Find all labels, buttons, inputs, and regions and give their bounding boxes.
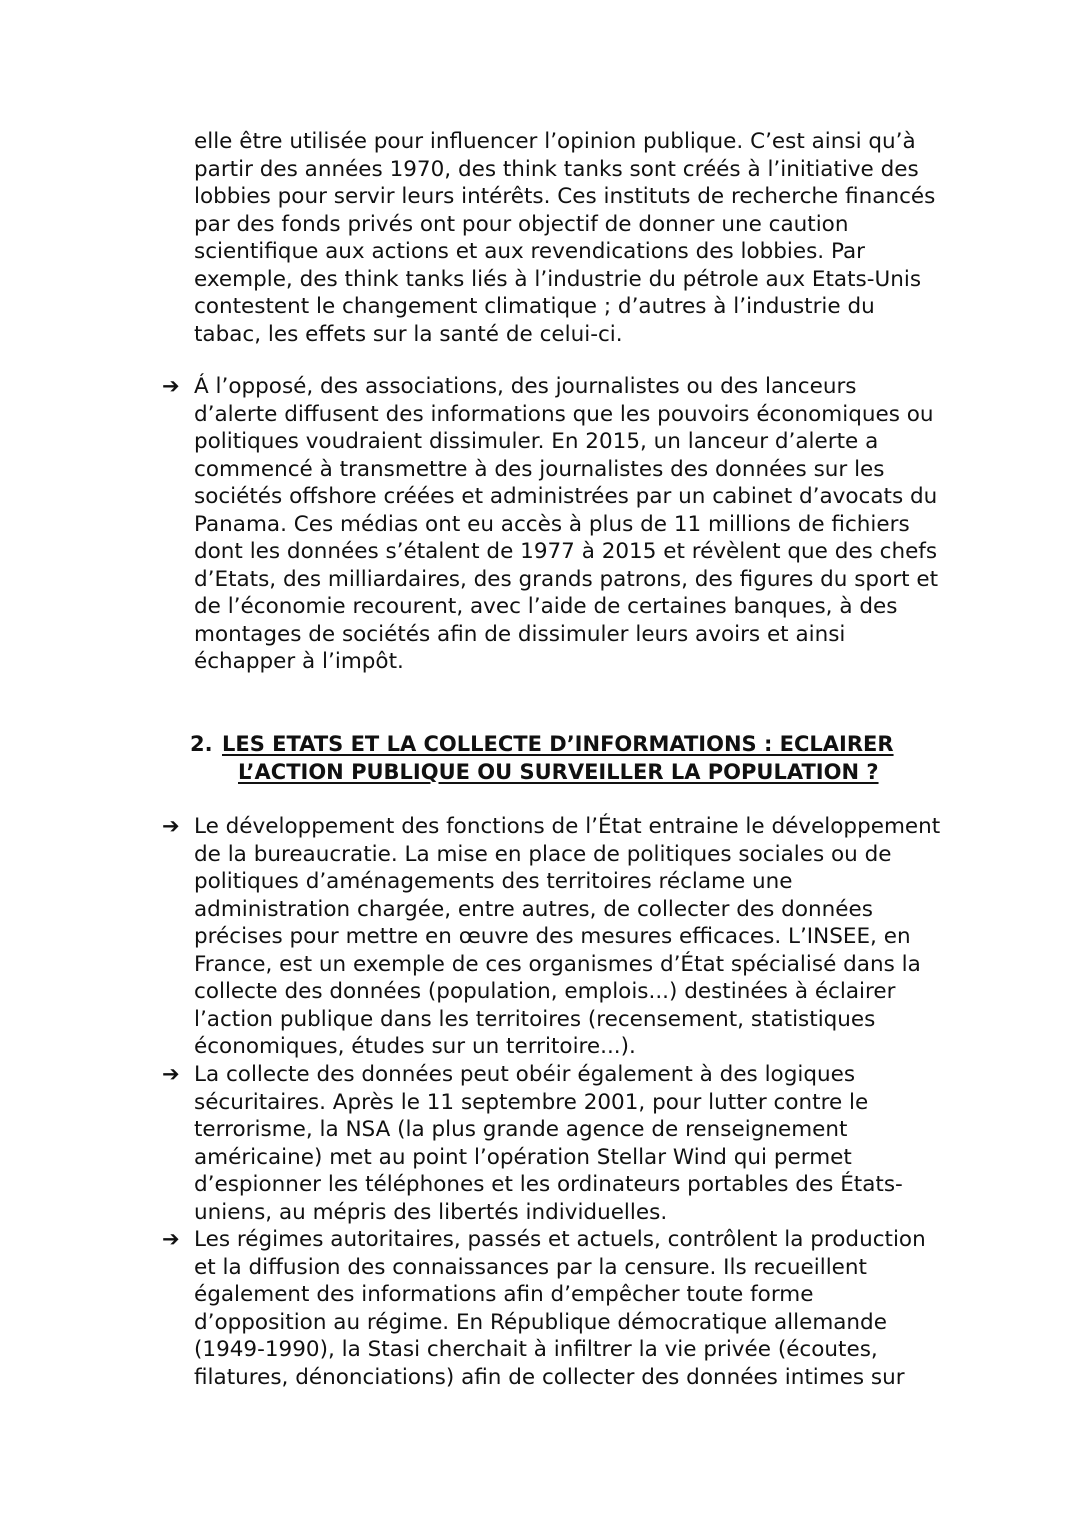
- text-line: Á l’opposé, des associations, des journalistes ou des lanceurs: [194, 374, 857, 399]
- section-title-line-2: L’ACTION PUBLIQUE OU SURVEILLER LA POPULATION ?: [238, 759, 879, 784]
- text-line: terrorisme, la NSA (la plus grande agence de renseignement: [194, 1117, 848, 1142]
- text-line: commencé à transmettre à des journalistes des données sur les: [194, 456, 885, 482]
- text-line: administration chargée, entre autres, de collecter des données: [194, 896, 873, 922]
- text-line: d’opposition au régime. En République démocratique allemande: [194, 1309, 887, 1335]
- text-line: de la bureaucratie. La mise en place de politiques sociales ou de: [194, 841, 892, 867]
- text-line: lobbies pour servir leurs intérêts. Ces instituts de recherche financés: [194, 184, 936, 209]
- text-line: précises pour mettre en œuvre des mesures efficaces. L’INSEE, en: [194, 924, 911, 949]
- text-line: Les régimes autoritaires, passés et actuels, contrôlent la production: [194, 1227, 926, 1252]
- text-line: montages de sociétés afin de dissimuler leurs avoirs et ainsi: [194, 621, 846, 647]
- text-line: filatures, dénonciations) afin de collecter des données intimes sur: [194, 1364, 905, 1390]
- paragraph-lanceurs-alerte: [194, 373, 964, 676]
- section-heading: [190, 731, 950, 786]
- text-line: La collecte des données peut obéir également à des logiques: [194, 1062, 856, 1087]
- text-line: France, est un exemple de ces organismes d’État spécialisé dans la: [194, 951, 921, 977]
- text-line: d’Etats, des milliardaires, des grands patrons, des figures du sport et: [194, 566, 938, 592]
- text-line: Le développement des fonctions de l’État entraine le développement: [194, 814, 941, 839]
- text-line: américaine) met au point l’opération Stellar Wind qui permet: [194, 1144, 852, 1170]
- text-line: politiques voudraient dissimuler. En 2015, un lanceur d’alerte a: [194, 429, 879, 454]
- bullet-regimes-autoritaires: [194, 1226, 964, 1391]
- text-line: l’action publique dans les territoires (recensement, statistiques: [194, 1006, 876, 1032]
- text-line: d’espionner les téléphones et les ordinateurs portables des États-: [194, 1172, 903, 1197]
- text-line: contestent le changement climatique ; d’autres à l’industrie du: [194, 294, 875, 319]
- text-line: également des informations afin d’empêcher toute forme: [194, 1282, 814, 1307]
- bullet-bureaucratie: [194, 813, 964, 1061]
- arrow-bullet-icon: ➔: [162, 814, 180, 838]
- text-line: elle être utilisée pour influencer l’opinion publique. C’est ainsi qu’à: [194, 129, 916, 154]
- text-line: exemple, des think tanks liés à l’industrie du pétrole aux Etats-Unis: [194, 266, 922, 292]
- text-line: tabac, les effets sur la santé de celui-ci.: [194, 321, 623, 347]
- text-line: échapper à l’impôt.: [194, 649, 404, 674]
- text-line: de l’économie recourent, avec l’aide de certaines banques, à des: [194, 594, 898, 619]
- bullet-securitaire: [194, 1061, 964, 1226]
- arrow-bullet-icon: ➔: [162, 374, 180, 398]
- text-line: partir des années 1970, des think tanks sont créés à l’initiative des: [194, 156, 919, 182]
- text-line: par des fonds privés ont pour objectif de donner une caution: [194, 211, 849, 237]
- text-line: et la diffusion des connaissances par la censure. Ils recueillent: [194, 1254, 867, 1280]
- text-line: d’alerte diffusent des informations que les pouvoirs économiques ou: [194, 401, 934, 427]
- text-line: économiques, études sur un territoire...).: [194, 1034, 636, 1059]
- paragraph-think-tanks: [194, 128, 964, 348]
- text-line: sociétés offshore créées et administrées par un cabinet d’avocats du: [194, 484, 938, 509]
- text-line: scientifique aux actions et aux revendications des lobbies. Par: [194, 239, 865, 264]
- text-line: sécuritaires. Après le 11 septembre 2001, pour lutter contre le: [194, 1089, 869, 1115]
- section-number: 2.: [190, 732, 213, 756]
- arrow-bullet-icon: ➔: [162, 1227, 180, 1251]
- text-line: dont les données s’étalent de 1977 à 2015 et révèlent que des chefs: [194, 539, 938, 564]
- text-line: collecte des données (population, emplois...) destinées à éclairer: [194, 979, 896, 1004]
- section-title-line-1: LES ETATS ET LA COLLECTE D’INFORMATIONS : ECLAIRER: [222, 732, 894, 756]
- text-line: uniens, au mépris des libertés individuelles.: [194, 1199, 668, 1225]
- text-line: (1949-1990), la Stasi cherchait à infiltrer la vie privée (écoutes,: [194, 1337, 878, 1362]
- text-line: Panama. Ces médias ont eu accès à plus de 11 millions de fichiers: [194, 511, 910, 537]
- arrow-bullet-icon: ➔: [162, 1062, 180, 1086]
- text-line: politiques d’aménagements des territoires réclame une: [194, 869, 793, 894]
